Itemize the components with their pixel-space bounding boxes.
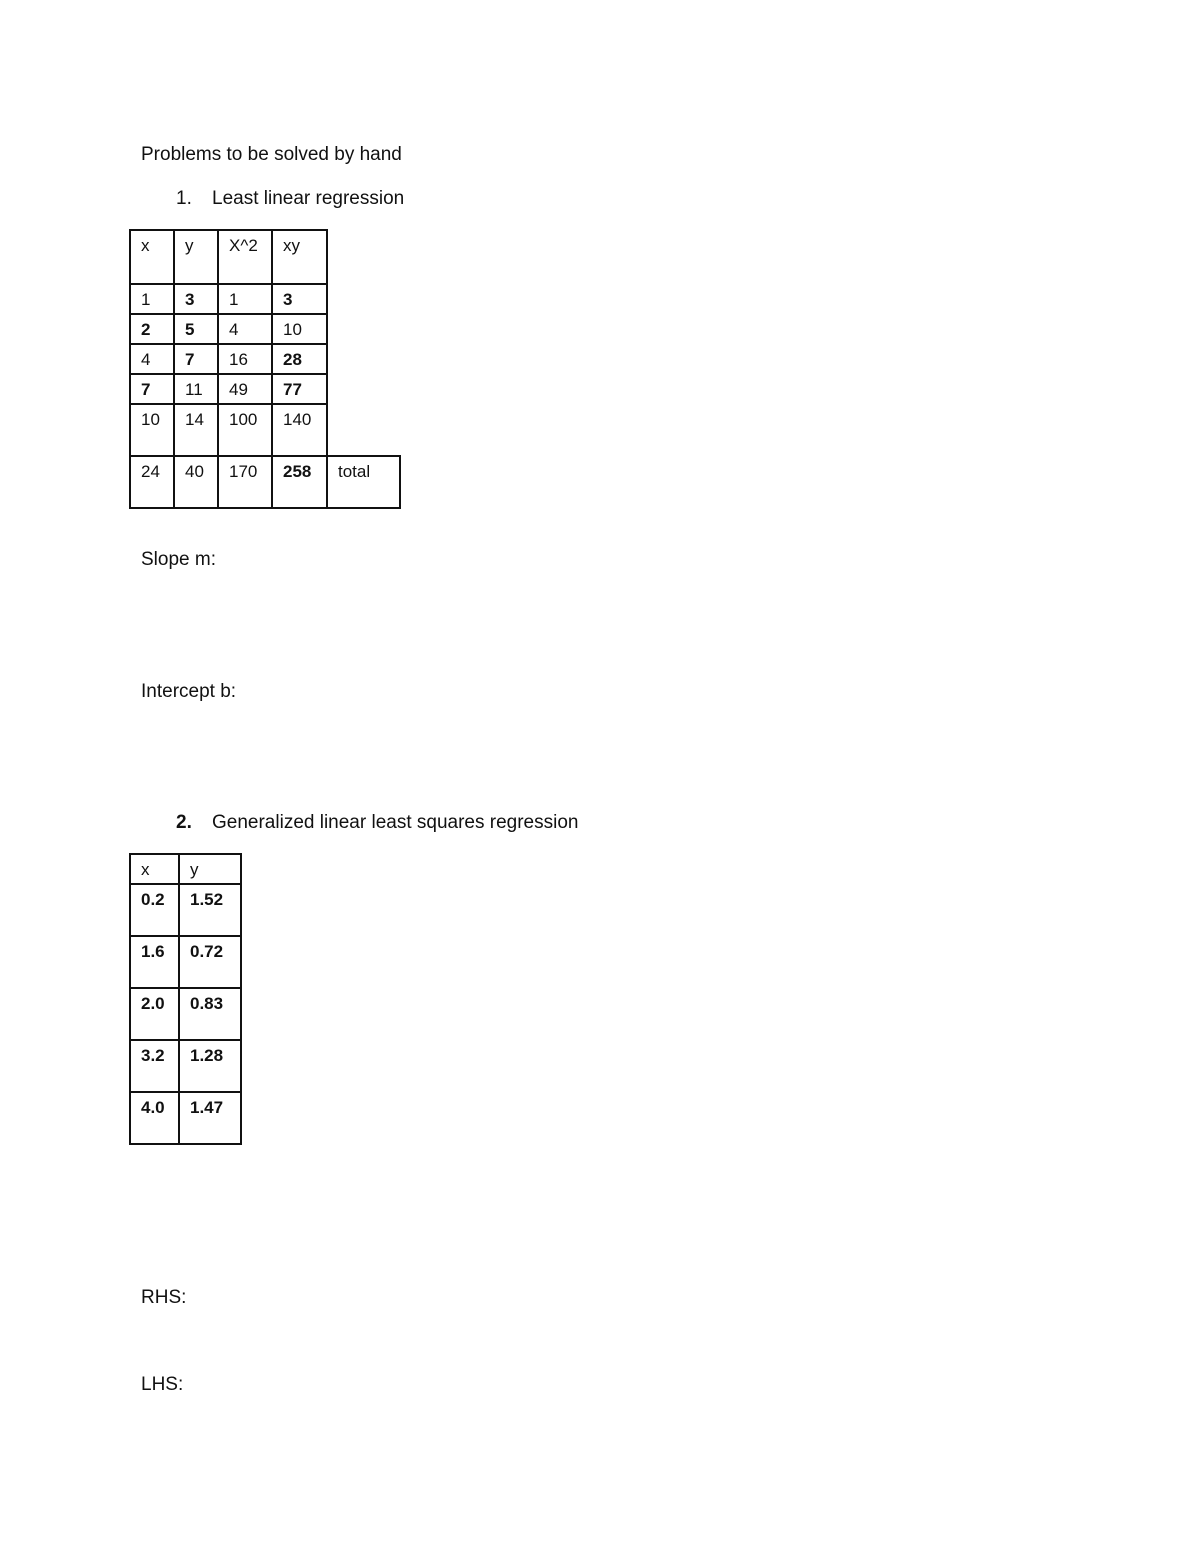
table-cell: 140	[272, 404, 327, 456]
table-cell: 10	[272, 314, 327, 344]
header-x: x	[130, 230, 174, 284]
table-header-row	[130, 230, 400, 284]
header-y: y	[179, 854, 241, 884]
intercept-label: Intercept b:	[141, 681, 237, 702]
table-cell: 1	[130, 284, 174, 314]
regression-table	[129, 229, 401, 509]
total-cell-x-squared: 170	[218, 456, 272, 508]
table-row	[130, 884, 241, 936]
total-label: total	[327, 456, 400, 508]
problem2-number: 2.	[176, 812, 192, 833]
table-cell: 1.47	[179, 1092, 241, 1144]
table-row	[130, 284, 400, 314]
table-cell: 3.2	[130, 1040, 179, 1092]
table-cell: 4	[130, 344, 174, 374]
problem2-heading: Generalized linear least squares regression	[212, 812, 579, 833]
table-cell: 2.0	[130, 988, 179, 1040]
table-cell: 0.2	[130, 884, 179, 936]
table-cell: 14	[174, 404, 218, 456]
table-cell: 16	[218, 344, 272, 374]
table-row	[130, 374, 400, 404]
table-cell: 0.83	[179, 988, 241, 1040]
table-cell: 49	[218, 374, 272, 404]
table-row	[130, 1040, 241, 1092]
table-cell: 7	[174, 344, 218, 374]
table-total-row	[130, 456, 400, 508]
table-row	[130, 404, 400, 456]
page-title: Problems to be solved by hand	[141, 144, 402, 165]
table-cell: 100	[218, 404, 272, 456]
table-cell: 0.72	[179, 936, 241, 988]
table-cell: 3	[272, 284, 327, 314]
lhs-label: LHS:	[141, 1374, 184, 1395]
data-table	[129, 853, 242, 1145]
table-row	[130, 344, 400, 374]
table-cell: 1.6	[130, 936, 179, 988]
slope-label: Slope m:	[141, 549, 216, 570]
problem1-number: 1.	[176, 188, 192, 209]
total-cell-x: 24	[130, 456, 174, 508]
total-cell-y: 40	[174, 456, 218, 508]
rhs-label: RHS:	[141, 1287, 187, 1308]
table-cell: 77	[272, 374, 327, 404]
table-cell: 10	[130, 404, 174, 456]
table-row	[130, 988, 241, 1040]
table-cell: 7	[130, 374, 174, 404]
table-cell: 1.28	[179, 1040, 241, 1092]
table-cell: 1.52	[179, 884, 241, 936]
table-cell: 2	[130, 314, 174, 344]
table-cell: 1	[218, 284, 272, 314]
header-xy: xy	[272, 230, 327, 284]
table-cell: 5	[174, 314, 218, 344]
total-cell-xy: 258	[272, 456, 327, 508]
table-cell: 11	[174, 374, 218, 404]
table-cell: 4.0	[130, 1092, 179, 1144]
table-header-row	[130, 854, 241, 884]
table-cell: 4	[218, 314, 272, 344]
table-row	[130, 936, 241, 988]
header-x: x	[130, 854, 179, 884]
header-x-squared: X^2	[218, 230, 272, 284]
header-y: y	[174, 230, 218, 284]
problem1-heading: Least linear regression	[212, 188, 405, 209]
table-cell: 3	[174, 284, 218, 314]
table-row	[130, 1092, 241, 1144]
table-row	[130, 314, 400, 344]
table-cell: 28	[272, 344, 327, 374]
